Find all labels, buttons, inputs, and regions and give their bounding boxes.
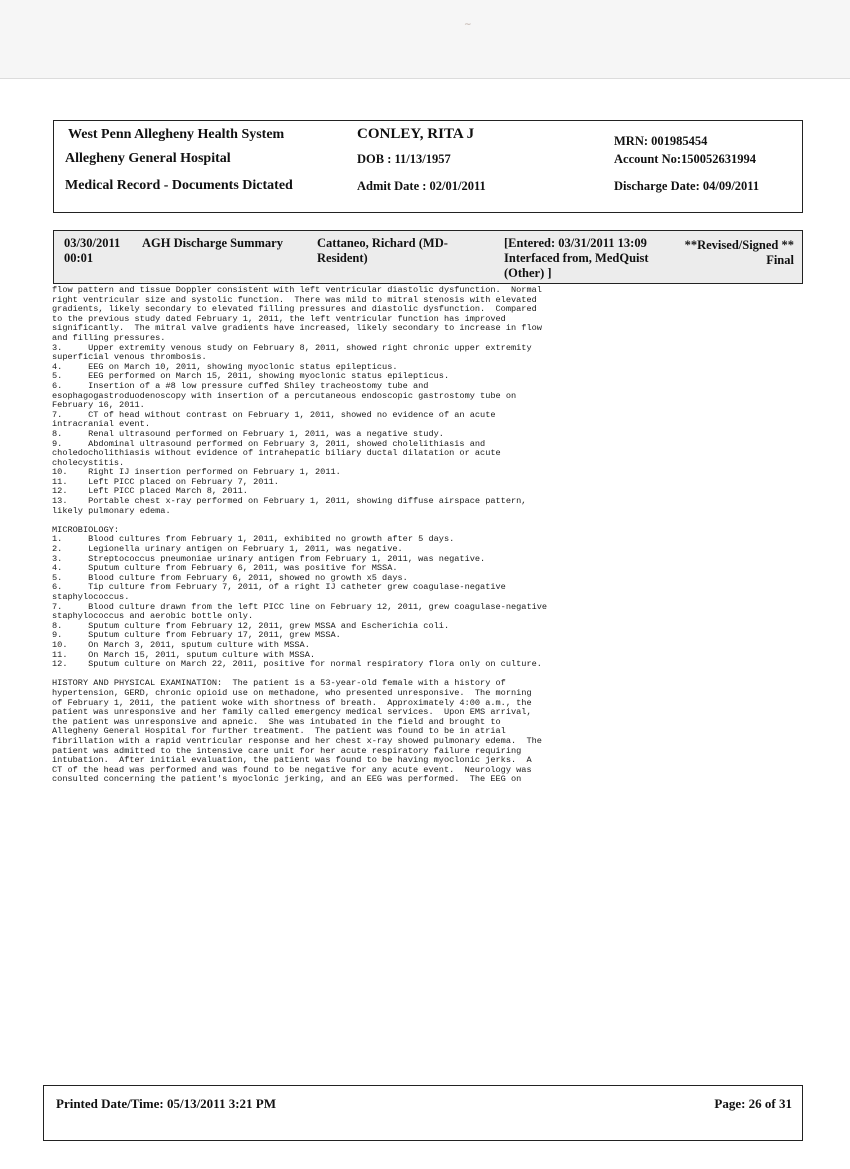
report-line: Allegheny General Hospital for further treatment. The patient was found to be in atrial xyxy=(52,726,506,737)
report-line: 9. Abdominal ultrasound performed on February 3, 2011, showed cholelithiasis and xyxy=(52,438,486,449)
report-line: right ventricular size and systolic function. There was mild to mitral stenosis with elevated xyxy=(52,294,537,305)
entry-entered: [Entered: 03/31/2011 13:09 Interfaced from, MedQuist (Other) ] xyxy=(504,236,649,280)
report-line: consulted concerning the patient's myoclonic jerking, and an EEG was performed. The EEG on xyxy=(52,774,522,785)
entry-status: **Revised/Signed ** Final xyxy=(684,238,794,267)
report-line: the patient was unresponsive and apneic. She was intubated in the field and brought to xyxy=(52,716,501,727)
page-footer xyxy=(43,1085,803,1141)
report-line: 5. Blood culture from February 6, 2011, showed no growth x5 days. xyxy=(52,572,408,583)
report-line: 4. EEG on March 10, 2011, showing myoclonic status epilepticus. xyxy=(52,361,398,372)
report-line: fibrillation with a rapid ventricular response and her chest x-ray showed pulmonary edema. The xyxy=(52,735,542,746)
report-line: intubation. After initial evaluation, the patient was found to be having myoclonic jerks. A xyxy=(52,755,532,766)
date-of-birth: DOB : 11/13/1957 xyxy=(357,152,451,166)
report-line: 1. Blood cultures from February 1, 2011, exhibited no growth after 5 days. xyxy=(52,534,455,545)
hospital-name: Allegheny General Hospital xyxy=(65,151,231,166)
report-line: 7. CT of head without contrast on February 1, 2011, showed no evidence of an acute xyxy=(52,409,496,420)
report-line: cholecystitis. xyxy=(52,457,125,468)
report-line: 5. EEG performed on March 15, 2011, showing myoclonic status epilepticus. xyxy=(52,371,450,382)
scan-mark: ~ xyxy=(464,20,472,30)
report-line: CT of the head was performed and was found to be negative for any acute event. Neurology was xyxy=(52,764,532,775)
report-line: patient was admitted to the intensive care unit for her acute respiratory failure requiring xyxy=(52,745,522,756)
report-line: staphylococcus and aerobic bottle only. xyxy=(52,611,254,622)
report-line: MICROBIOLOGY: xyxy=(52,524,120,535)
report-line: hypertension, GERD, chronic opioid use on methadone, who presented unresponsive. The morning xyxy=(52,687,532,698)
admit-date: Admit Date : 02/01/2011 xyxy=(357,179,486,193)
report-line: 12. Left PICC placed March 8, 2011. xyxy=(52,486,248,497)
report-line: and filling pressures. xyxy=(52,332,166,343)
page-number: Page: 26 of 31 xyxy=(714,1096,792,1111)
report-line: 6. Tip culture from February 7, 2011, of a right IJ catheter grew coagulase-negative xyxy=(52,582,506,593)
scan-top-margin xyxy=(0,0,850,79)
report-line: 13. Portable chest x-ray performed on February 1, 2011, showing diffuse airspace pattern, xyxy=(52,496,527,507)
report-line: to the previous study dated February 1, 2011, the left ventricular function has improved xyxy=(52,313,506,324)
record-header xyxy=(53,120,803,213)
report-line: 11. On March 15, 2011, sputum culture with MSSA. xyxy=(52,649,316,660)
report-line: gradients, likely secondary to elevated filling pressures and diastolic dysfunction. Compared xyxy=(52,304,537,315)
document-type: Medical Record - Documents Dictated xyxy=(65,178,293,193)
report-line: 6. Insertion of a #8 low pressure cuffed Shiley tracheostomy tube and xyxy=(52,380,429,391)
report-line: 4. Sputum culture from February 6, 2011, was positive for MSSA. xyxy=(52,563,398,574)
printed-datetime: Printed Date/Time: 05/13/2011 3:21 PM xyxy=(56,1096,277,1111)
entry-title: AGH Discharge Summary xyxy=(142,236,283,250)
report-line: 10. On March 3, 2011, sputum culture with MSSA. xyxy=(52,639,310,650)
report-line: HISTORY AND PHYSICAL EXAMINATION: The patient is a 53-year-old female with a history of xyxy=(52,678,506,689)
account-number: Account No:150052631994 xyxy=(614,152,757,166)
report-line: 8. Renal ultrasound performed on February 1, 2011, was a negative study. xyxy=(52,428,444,439)
org-name: West Penn Allegheny Health System xyxy=(68,127,285,142)
report-line: 11. Left PICC placed on February 7, 2011. xyxy=(52,476,279,487)
report-line: 7. Blood culture drawn from the left PICC line on February 12, 2011, grew coagulase-negative xyxy=(52,601,548,612)
report-line: choledocholithiasis without evidence of intrahepatic biliary ductal dilatation or acute xyxy=(52,448,501,459)
report-line xyxy=(52,516,732,526)
patient-name: CONLEY, RITA J xyxy=(357,126,475,142)
report-line: 8. Sputum culture from February 12, 2011, grew MSSA and Escherichia coli. xyxy=(52,620,450,631)
report-line: likely pulmonary edema. xyxy=(52,505,171,516)
report-line: patient was unresponsive and her family called emergency medical services. Upon EMS arrival, xyxy=(52,707,532,718)
mrn: MRN: 001985454 xyxy=(614,134,708,148)
report-line: staphylococcus. xyxy=(52,592,130,602)
report-line: superficial venous thrombosis. xyxy=(52,352,207,363)
report-line: flow pattern and tissue Doppler consistent with left ventricular diastolic dysfunction. Normal xyxy=(52,285,542,295)
report-line: 2. Legionella urinary antigen on February 1, 2011, was negative. xyxy=(52,544,403,555)
report-line: 10. Right IJ insertion performed on February 1, 2011. xyxy=(52,467,341,478)
entry-author: Cattaneo, Richard (MD-Resident) xyxy=(317,236,448,265)
report-line: significantly. The mitral valve gradients have increased, likely secondary to increase in flow xyxy=(52,323,542,334)
entry-datetime: 03/30/2011 00:01 xyxy=(64,236,121,265)
report-line: 3. Upper extremity venous study on February 8, 2011, showed right chronic upper extremity xyxy=(52,342,532,353)
entry-header xyxy=(53,230,803,284)
report-line: 9. Sputum culture from February 17, 2011, grew MSSA. xyxy=(52,630,341,641)
report-line: esophagogastroduodenoscopy with insertion of a percutaneous endoscopic gastrostomy tube on xyxy=(52,390,517,401)
report-line: 3. Streptococcus pneumoniae urinary antigen from February 1, 2011, was negative. xyxy=(52,553,486,564)
discharge-date: Discharge Date: 04/09/2011 xyxy=(614,179,760,193)
report-body xyxy=(52,286,732,785)
report-line: 12. Sputum culture on March 22, 2011, positive for normal respiratory flora only on culture. xyxy=(52,659,542,670)
report-line: of February 1, 2011, the patient woke with shortness of breath. Approximately 4:00 a.m., the xyxy=(52,697,532,708)
report-line: intracranial event. xyxy=(52,419,150,430)
report-line: February 16, 2011. xyxy=(52,400,145,411)
